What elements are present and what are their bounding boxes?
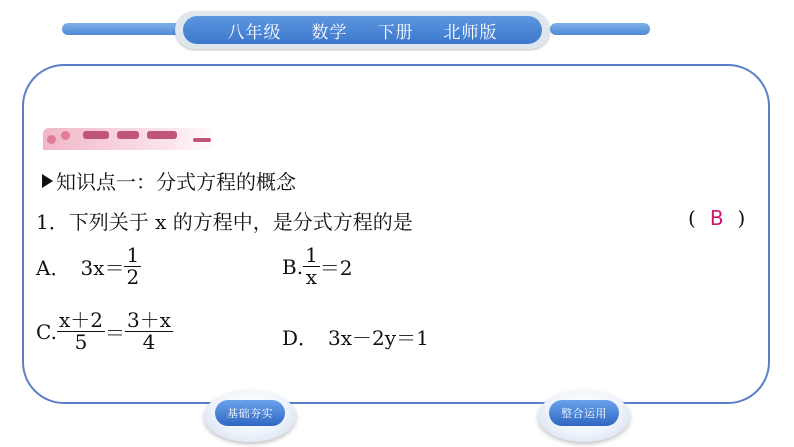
option-a-label: A． bbox=[36, 256, 71, 280]
header-volume: 下册 bbox=[377, 22, 414, 43]
option-d bbox=[282, 322, 429, 351]
banner-stroke bbox=[193, 138, 211, 142]
nav-button-basic[interactable] bbox=[204, 390, 296, 442]
option-b-label: B. bbox=[282, 254, 304, 279]
banner-stroke bbox=[117, 131, 139, 139]
option-c-label: C. bbox=[36, 319, 57, 344]
banner-stroke bbox=[147, 131, 177, 139]
option-c-fraction-left bbox=[57, 310, 105, 353]
fraction-denominator: 2 bbox=[126, 265, 140, 289]
section-title-text: 知识点一：分式方程的概念 bbox=[56, 170, 296, 194]
triangle-bullet-icon bbox=[42, 174, 53, 188]
fraction-numerator: 3＋x bbox=[126, 308, 171, 332]
nav-button-basic-label: 基础夯实 bbox=[215, 400, 285, 426]
fraction-denominator: x bbox=[305, 265, 318, 289]
banner-stroke bbox=[83, 131, 109, 139]
fraction-denominator: 5 bbox=[74, 330, 88, 354]
fraction-denominator: 4 bbox=[142, 330, 156, 354]
header-bar-left bbox=[62, 23, 187, 35]
nav-button-integrate[interactable] bbox=[538, 390, 630, 442]
option-a-fraction bbox=[124, 245, 141, 288]
header-inner bbox=[183, 16, 542, 44]
option-b bbox=[282, 245, 353, 288]
flower-decoration bbox=[61, 131, 70, 140]
flower-decoration bbox=[47, 135, 56, 144]
fraction-numerator: x＋2 bbox=[58, 308, 103, 332]
header-edition: 北师版 bbox=[443, 22, 498, 43]
section-banner-decoration bbox=[43, 128, 219, 150]
option-c bbox=[36, 310, 173, 353]
option-a bbox=[36, 245, 141, 288]
paren-open: ( bbox=[688, 206, 696, 230]
question-stem: 1．下列关于 x 的方程中，是分式方程的是 bbox=[36, 210, 413, 234]
fraction-numerator: 1 bbox=[305, 243, 318, 267]
answer-letter: B bbox=[709, 206, 724, 230]
option-b-fraction bbox=[303, 245, 320, 288]
option-b-rhs: ＝2 bbox=[319, 256, 353, 280]
option-a-lhs: 3x＝ bbox=[80, 256, 125, 280]
header-subject: 数学 bbox=[311, 22, 348, 43]
header-pill bbox=[175, 11, 550, 49]
paren-close: ) bbox=[737, 206, 746, 230]
header-grade: 八年级 bbox=[227, 22, 282, 43]
option-d-label: D． bbox=[282, 326, 319, 350]
nav-button-integrate-label: 整合运用 bbox=[549, 400, 619, 426]
header-bar-right bbox=[550, 23, 650, 35]
option-c-equals: ＝ bbox=[104, 321, 125, 345]
answer-blank bbox=[688, 206, 745, 230]
option-d-text: 3x－2y＝1 bbox=[328, 326, 429, 350]
section-title bbox=[42, 166, 296, 195]
fraction-numerator: 1 bbox=[126, 243, 140, 267]
option-c-fraction-right bbox=[125, 310, 173, 353]
